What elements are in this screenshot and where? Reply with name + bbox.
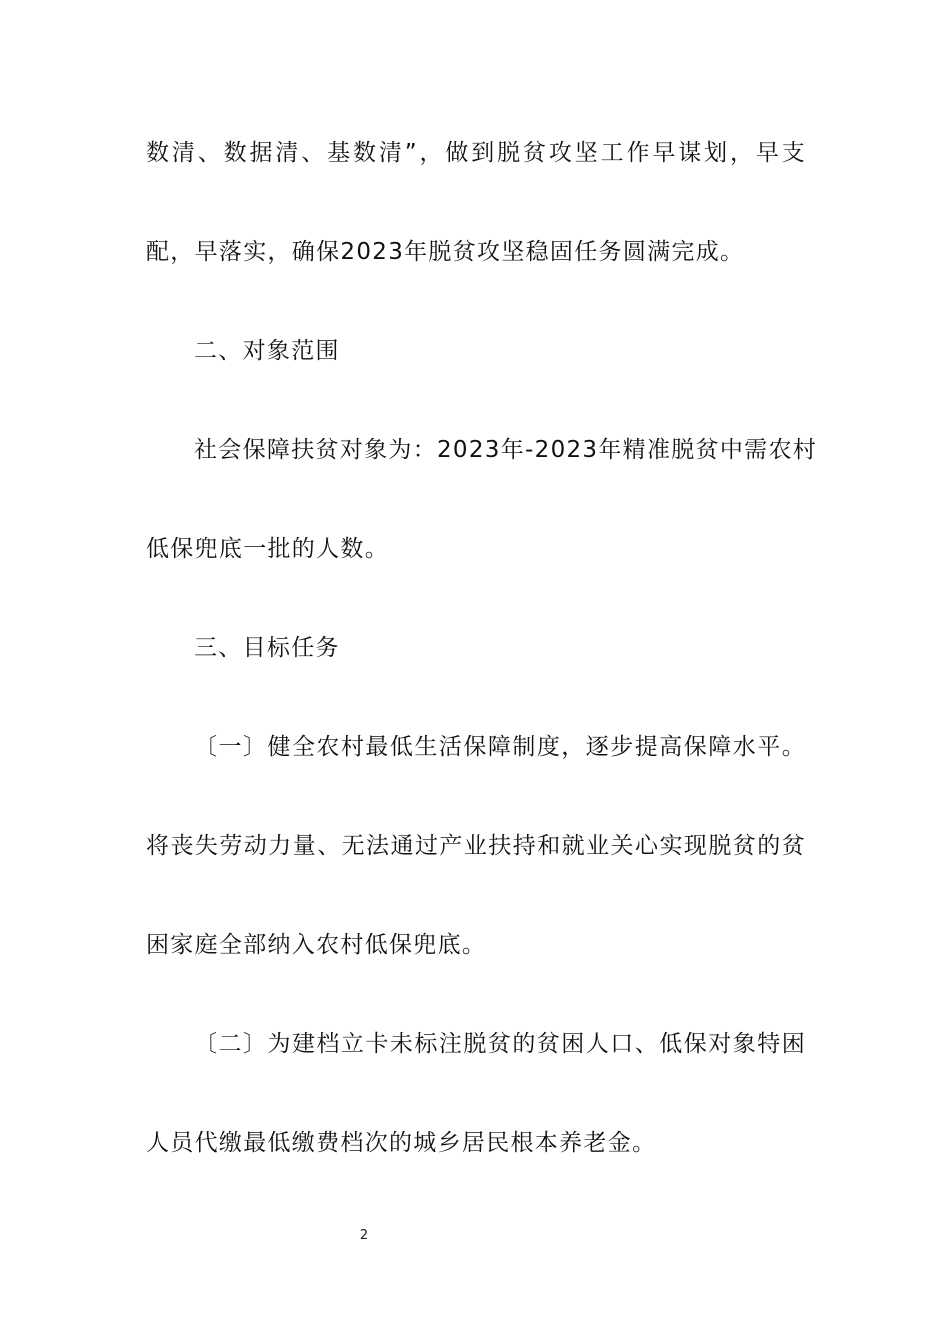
- paragraph-line-5: 低保兜底一批的人数。: [146, 536, 389, 562]
- paragraph-line-8: 将丧失劳动力量、无法通过产业扶持和就业关心实现脱贫的贫: [146, 833, 806, 859]
- paragraph-line-4: 社会保障扶贫对象为：2023年-2023年精准脱贫中需农村: [194, 437, 818, 463]
- paragraph-line-10: 〔二〕为建档立卡未标注脱贫的贫困人口、低保对象特困: [194, 1031, 806, 1057]
- paragraph-line-2: 配，早落实，确保2023年脱贫攻坚稳固任务圆满完成。: [146, 239, 745, 265]
- section-heading-scope: 二、对象范围: [194, 338, 340, 364]
- section-heading-targets: 三、目标任务: [194, 635, 340, 661]
- paragraph-line-11: 人员代缴最低缴费档次的城乡居民根本养老金。: [146, 1130, 657, 1156]
- paragraph-line-7: 〔一〕健全农村最低生活保障制度，逐步提高保障水平。: [194, 734, 806, 760]
- page-number: 2: [359, 1228, 369, 1243]
- paragraph-line-1: 数清、数据清、基数清”，做到脱贫攻坚工作早谋划，早支: [146, 140, 806, 166]
- paragraph-line-9: 困家庭全部纳入农村低保兜底。: [146, 932, 487, 958]
